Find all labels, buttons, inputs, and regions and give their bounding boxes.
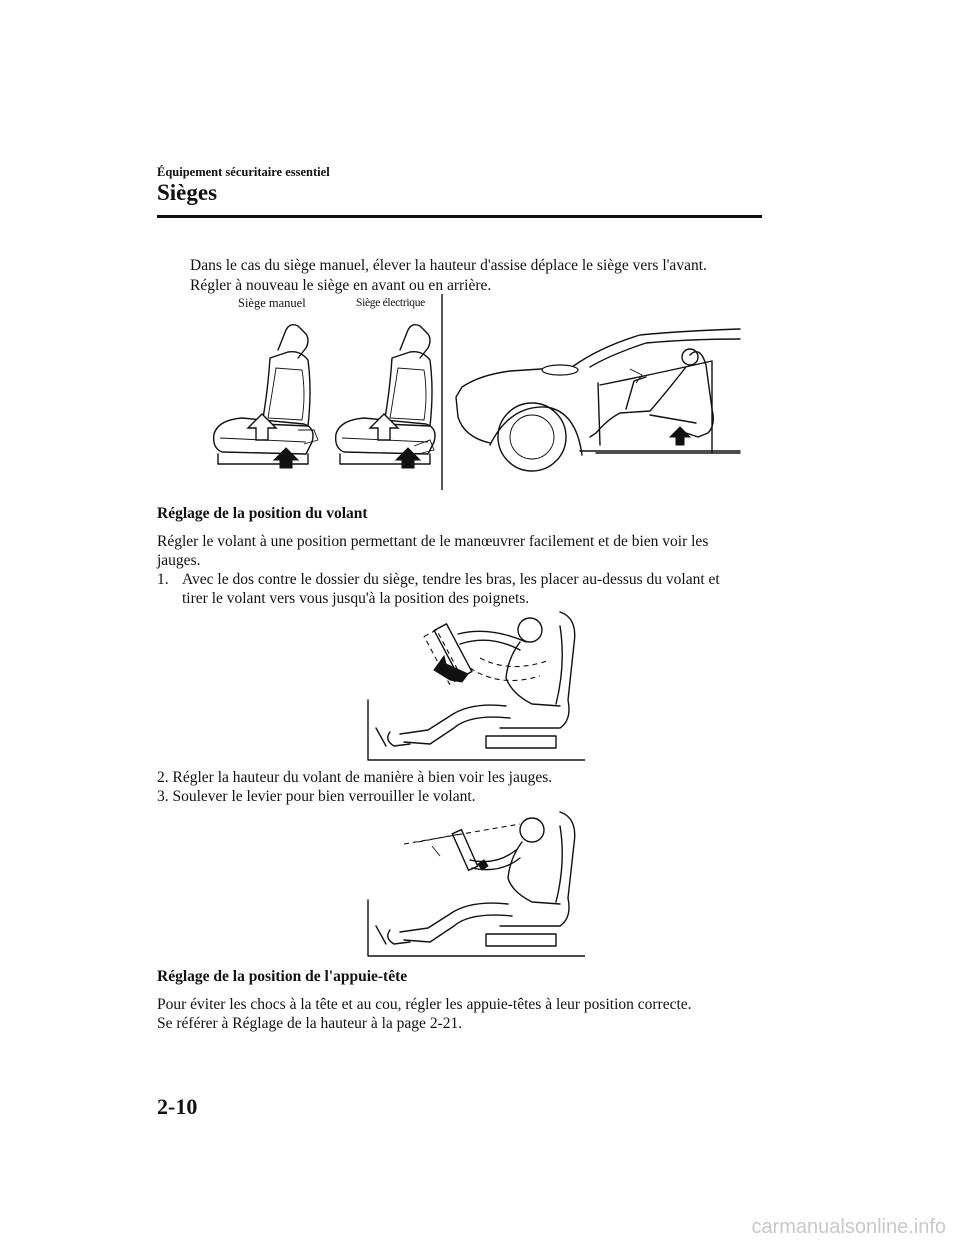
headrest-line-1: Pour éviter les chocs à la tête et au cou, régler les appuie-têtes à leur position correcte. [157,996,692,1013]
car-seat-illustration [450,325,750,485]
title-rule [157,215,762,218]
page-title: Sièges [157,180,218,205]
steering-body-line-2: jauges. [157,552,201,569]
section-label: Équipement sécuritaire essentiel [157,165,330,179]
watermark-text: carmanualsonline.info [751,1216,946,1238]
steering-heading: Réglage de la position du volant [157,505,368,522]
caption-manual-seat: Siège manuel [238,296,306,310]
steering-body-line-1: Régler le volant à une position permettant de le manœuvrer facilement et de bien voir les [157,533,709,550]
step-1-line-1: Avec le dos contre le dossier du siège, tendre les bras, les placer au-dessus du volant et [182,571,720,588]
power-seat-illustration [330,320,450,470]
step-1-number: 1. [157,571,169,588]
headrest-heading: Réglage de la position de l'appuie-tête [157,968,408,985]
driver-sightline-illustration [360,806,585,958]
step-1-line-2: tirer le volant vers vous jusqu'à la position des poignets. [182,590,530,607]
intro-line-2: Régler à nouveau le siège en avant ou en arrière. [190,277,492,294]
step-3: 3. Soulever le levier pour bien verrouiller le volant. [157,788,476,805]
headrest-line-2: Se référer à Réglage de la hauteur à la page 2-21. [157,1015,463,1032]
caption-power-seat: Siège électrique [356,297,425,309]
manual-seat-illustration [208,320,328,470]
step-2: 2. Régler la hauteur du volant de manière à bien voir les jauges. [157,769,553,786]
page-number: 2-10 [157,1094,198,1119]
driver-arms-extended-illustration [360,604,585,764]
figure-divider [440,294,444,490]
intro-line-1: Dans le cas du siège manuel, élever la hauteur d'assise déplace le siège vers l'avant. [190,257,707,274]
